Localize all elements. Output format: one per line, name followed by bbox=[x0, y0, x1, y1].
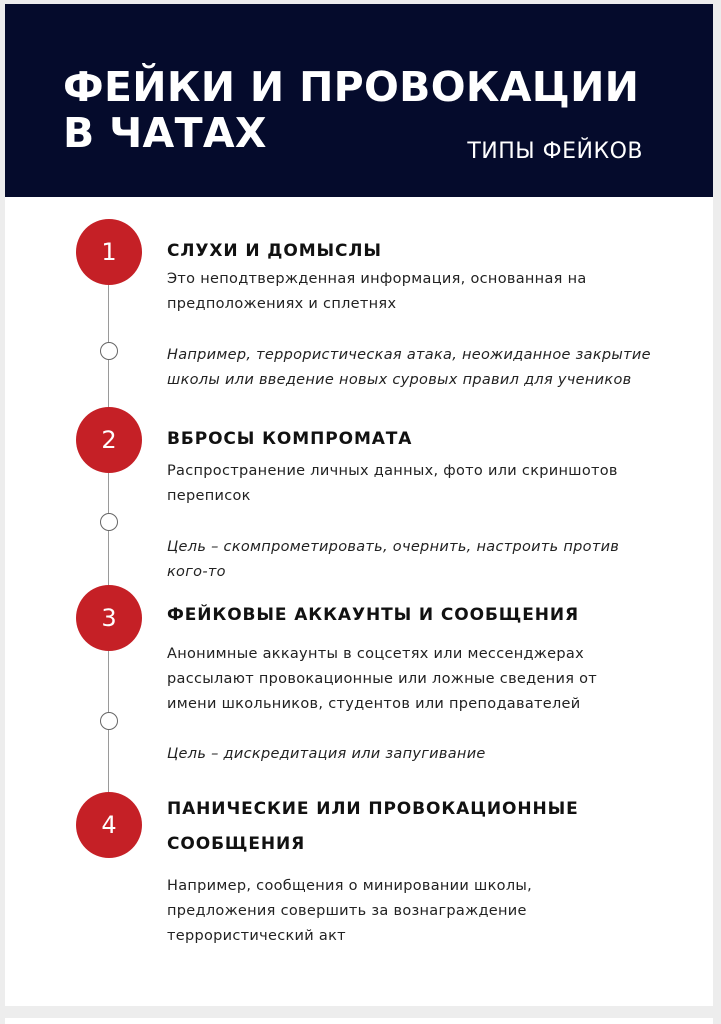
text-line: Это неподтвержденная информация, основанная на bbox=[167, 271, 587, 287]
step-number-badge: 2 bbox=[76, 407, 142, 473]
text-line: переписок bbox=[167, 488, 251, 504]
item-goal bbox=[167, 535, 687, 585]
title-line: В ЧАТАХ bbox=[63, 109, 267, 157]
item-description bbox=[167, 874, 687, 949]
text-line: школы или введение новых суровых правил для учеников bbox=[167, 372, 632, 388]
step-number-badge: 4 bbox=[76, 792, 142, 858]
text-line: Распространение личных данных, фото или скриншотов bbox=[167, 463, 618, 479]
title-line: ФЕЙКИ И ПРОВОКАЦИИ bbox=[63, 63, 640, 111]
text-line: Цель – скомпрометировать, очернить, настроить против bbox=[167, 539, 620, 555]
item-description bbox=[167, 267, 687, 317]
item-goal bbox=[167, 742, 687, 767]
text-line: предложения совершить за вознаграждение bbox=[167, 903, 527, 919]
text-line: рассылают провокационные или ложные сведения от bbox=[167, 671, 598, 687]
item-heading: СЛУХИ И ДОМЫСЛЫ bbox=[167, 241, 382, 261]
text-line: Например, террористическая атака, неожиданное закрытие bbox=[167, 347, 651, 363]
header-banner bbox=[5, 4, 713, 197]
text-line: имени школьников, студентов или преподавателей bbox=[167, 696, 581, 712]
page-subtitle: ТИПЫ ФЕЙКОВ bbox=[467, 139, 643, 164]
heading-line: ПАНИЧЕСКИЕ ИЛИ ПРОВОКАЦИОННЫЕ bbox=[167, 799, 579, 819]
text-line: Анонимные аккаунты в соцсетях или мессенджерах bbox=[167, 646, 584, 662]
step-number-badge: 1 bbox=[76, 219, 142, 285]
text-line: кого-то bbox=[167, 564, 226, 580]
text-line: террористический акт bbox=[167, 928, 346, 944]
page-sheet bbox=[5, 4, 713, 1006]
text-line: Например, сообщения о минировании школы, bbox=[167, 878, 533, 894]
text-line: предположениях и сплетнях bbox=[167, 296, 397, 312]
timeline-line bbox=[108, 244, 109, 834]
item-example bbox=[167, 343, 687, 393]
item-description bbox=[167, 459, 687, 509]
next-page-edge bbox=[5, 1018, 713, 1024]
timeline-dot bbox=[100, 342, 118, 360]
timeline-dot bbox=[100, 712, 118, 730]
text-line: Цель – дискредитация или запугивание bbox=[167, 746, 486, 762]
item-heading: ФЕЙКОВЫЕ АККАУНТЫ И СООБЩЕНИЯ bbox=[167, 605, 579, 625]
heading-line: СООБЩЕНИЯ bbox=[167, 834, 306, 854]
step-number-badge: 3 bbox=[76, 585, 142, 651]
item-heading: ВБРОСЫ КОМПРОМАТА bbox=[167, 429, 413, 449]
item-heading bbox=[167, 792, 579, 862]
item-description bbox=[167, 642, 687, 717]
timeline-dot bbox=[100, 513, 118, 531]
